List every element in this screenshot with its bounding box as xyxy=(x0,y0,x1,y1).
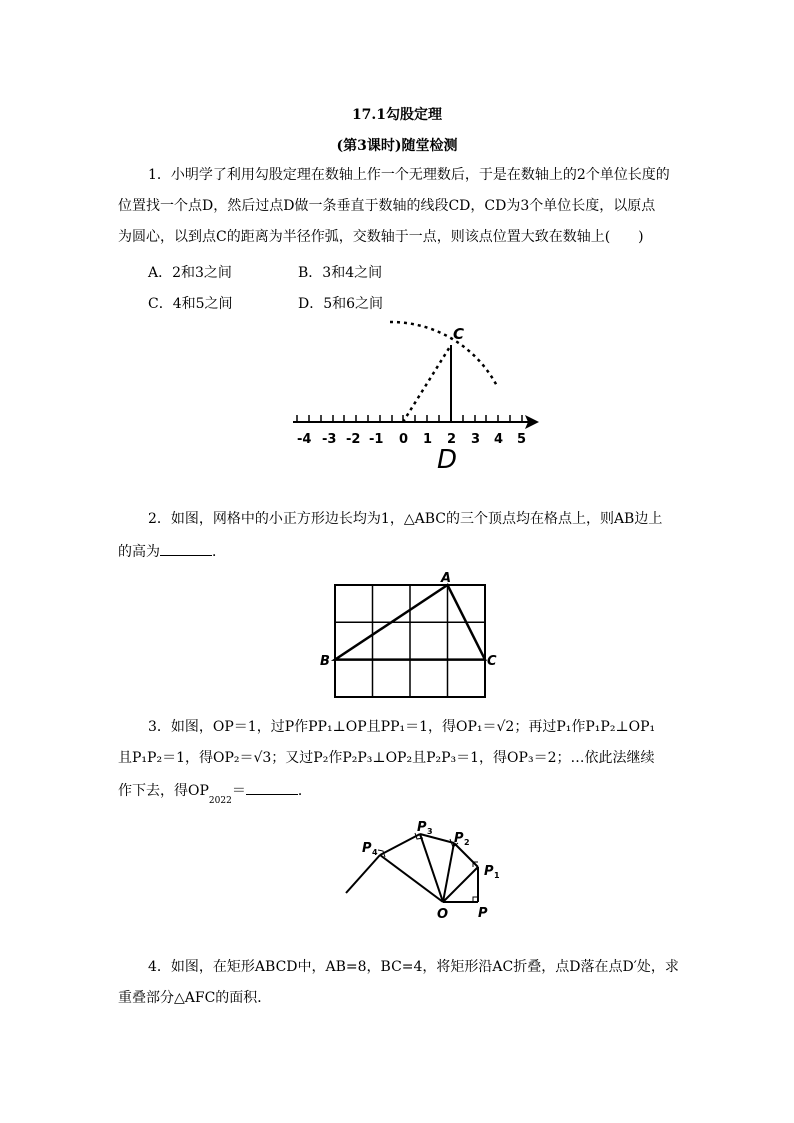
q1-tick-label: 0 xyxy=(399,432,409,447)
q3-point-o-label: O xyxy=(437,907,449,922)
q3-equals: ＝ xyxy=(231,783,246,799)
q1-tick-label: 3 xyxy=(471,432,481,447)
q1-line2: 位置找一个点D，然后过点D做一条垂直于数轴的线段CD，CD为3个单位长度，以原点 xyxy=(118,198,656,214)
q2-line1: 2．如图，网格中的小正方形边长均为1，△ABC的三个顶点均在格点上，则AB边上 xyxy=(148,511,663,527)
q3-p1-subscript: 1 xyxy=(494,871,500,880)
q3-point-p-label: P xyxy=(478,906,488,921)
q1-tick-label: -2 xyxy=(346,432,361,447)
q3-line2: 且P₁P₂＝1，得OP₂＝√3；又过P₂作P₂P₃⊥OP₂且P₂P₃＝1，得OP₃＝2；…依此法继续 xyxy=(118,750,655,766)
q3-line3: 作下去，得OP xyxy=(118,783,209,799)
q3-spiral-figure xyxy=(340,815,500,925)
q1-tick-label: 2 xyxy=(447,432,457,447)
q3-point-p1-label: P xyxy=(484,864,494,879)
q1-tick-label: -3 xyxy=(322,432,337,447)
q3-point-p2-label: P xyxy=(454,831,464,846)
q2-line2: 的高为 xyxy=(118,544,160,560)
q1-tick-label: 4 xyxy=(494,432,504,447)
q2-point-c-label: C xyxy=(487,654,497,669)
q4-line1: 4．如图，在矩形ABCD中，AB=8，BC=4，将矩形沿AC折叠，点D落在点D′处，求 xyxy=(148,959,679,975)
q1-option-b: B．3和4之间 xyxy=(298,265,383,281)
q1-arc xyxy=(390,322,497,386)
page-subtitle: (第3课时)随堂检测 xyxy=(336,138,458,154)
q1-tick-label: -1 xyxy=(369,432,384,447)
q1-line3: 为圆心，以到点C的距离为半径作弧，交数轴于一点，则该点位置大致在数轴上( ) xyxy=(118,229,644,245)
q2-line2-wrap xyxy=(118,541,226,561)
q2-answer-blank[interactable] xyxy=(160,541,212,556)
q1-point-c-label: C xyxy=(453,325,465,343)
q1-option-d: D．5和6之间 xyxy=(298,296,384,312)
q1-number-line-figure xyxy=(285,318,550,473)
q3-point-p3-label: P xyxy=(417,820,427,835)
q3-subscript: 2022 xyxy=(208,796,232,806)
q1-tick-label: 1 xyxy=(423,432,433,447)
q3-answer-blank[interactable] xyxy=(246,780,298,795)
q3-p3-subscript: 3 xyxy=(427,827,433,836)
q3-end: ． xyxy=(297,783,312,799)
q2-grid-figure xyxy=(316,568,506,703)
q2-end: ． xyxy=(212,544,226,560)
q1-tick-label: -4 xyxy=(297,432,312,447)
q1-point-d-label: D xyxy=(437,445,458,473)
q3-p4-subscript: 4 xyxy=(372,848,378,857)
q3-point-p4-label: P xyxy=(362,841,372,856)
q4-line2: 重叠部分△AFC的面积． xyxy=(118,990,272,1006)
q1-option-a: A．2和3之间 xyxy=(148,265,232,281)
q3-line3-wrap xyxy=(118,780,312,810)
q1-tick-label: 5 xyxy=(517,432,527,447)
q2-point-b-label: B xyxy=(320,654,330,669)
q1-option-c: C．4和5之间 xyxy=(148,296,233,312)
q1-radius-dotted xyxy=(403,345,451,422)
q1-line1: 1．小明学了利用勾股定理在数轴上作一个无理数后，于是在数轴上的2个单位长度的 xyxy=(148,167,670,183)
q2-point-a-label: A xyxy=(441,571,452,586)
q3-p2-subscript: 2 xyxy=(464,838,470,847)
q3-line1: 3．如图，OP＝1，过P作PP₁⊥OP且PP₁＝1，得OP₁＝√2；再过P₁作P₁P₂⊥OP₁ xyxy=(148,719,656,735)
page-title: 17.1勾股定理 xyxy=(351,107,443,123)
